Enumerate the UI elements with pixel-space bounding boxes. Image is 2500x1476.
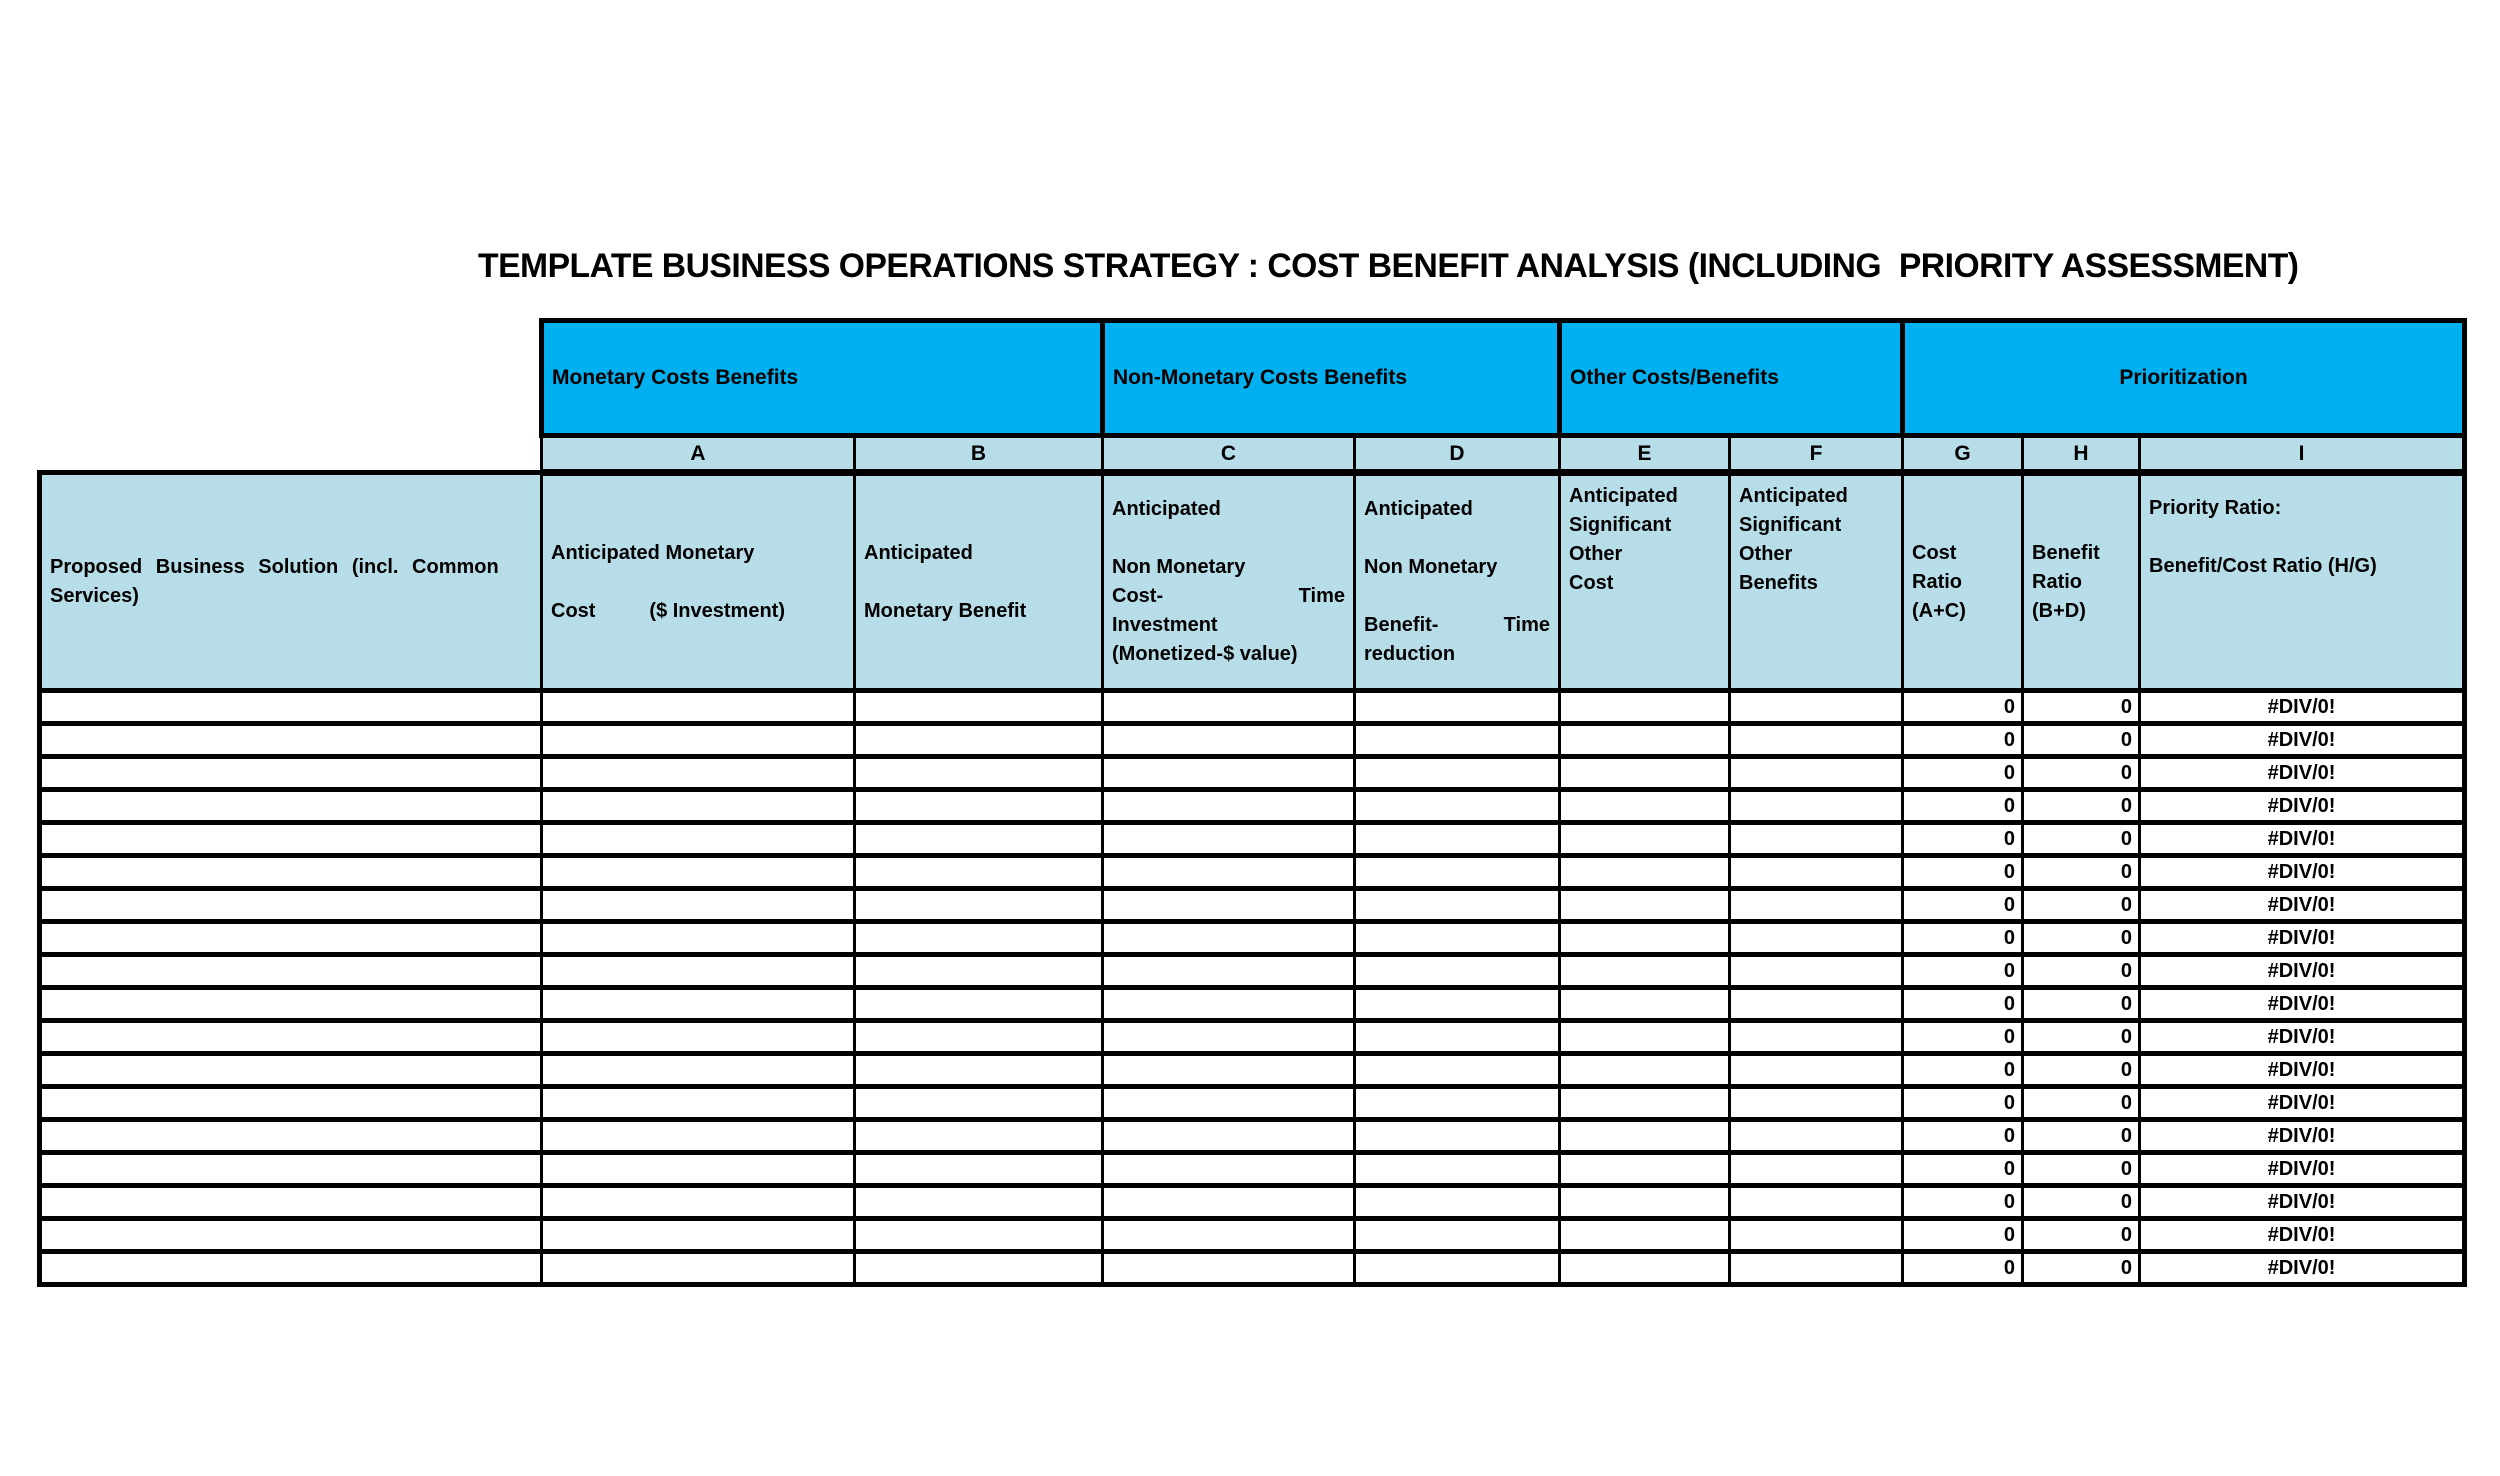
cell-h: 0: [2023, 1054, 2140, 1087]
band-non-monetary-costs-benefits: Non-Monetary Costs Benefits: [1103, 321, 1560, 436]
cell-g: 0: [1903, 790, 2023, 823]
cell-g: 0: [1903, 955, 2023, 988]
cell-f: [1730, 955, 1903, 988]
cell-d: [1355, 1153, 1560, 1186]
cell-f: [1730, 1219, 1903, 1252]
table-row: [40, 1054, 2465, 1087]
cell-b: [855, 955, 1103, 988]
table-row: [40, 1153, 2465, 1186]
cell-b: [855, 1219, 1103, 1252]
cell-i: #DIV/0!: [2140, 1120, 2465, 1153]
cell-g: 0: [1903, 1087, 2023, 1120]
cell-solution: [40, 1186, 542, 1219]
column-letter-d: D: [1355, 436, 1560, 473]
cell-b: [855, 1252, 1103, 1285]
cell-f: [1730, 1153, 1903, 1186]
cell-c: [1103, 922, 1355, 955]
cell-b: [855, 856, 1103, 889]
cell-d: [1355, 1087, 1560, 1120]
cell-e: [1560, 1186, 1730, 1219]
cell-b: [855, 1186, 1103, 1219]
column-letter-a: A: [542, 436, 855, 473]
cell-f: [1730, 1252, 1903, 1285]
cell-g: 0: [1903, 1021, 2023, 1054]
cell-c: [1103, 823, 1355, 856]
cell-g: 0: [1903, 1186, 2023, 1219]
band-other-costs-benefits: Other Costs/Benefits: [1560, 321, 1903, 436]
column-letter-h: H: [2023, 436, 2140, 473]
cell-f: [1730, 790, 1903, 823]
cell-c: [1103, 724, 1355, 757]
cell-a: [542, 955, 855, 988]
cell-f: [1730, 889, 1903, 922]
table-row: [40, 1120, 2465, 1153]
cell-b: [855, 1021, 1103, 1054]
header-anticipated-non-monetary-benefit: Anticipated Non Monetary Benefit- Time reduction: [1355, 473, 1560, 691]
cell-h: 0: [2023, 823, 2140, 856]
cell-b: [855, 757, 1103, 790]
cell-i: #DIV/0!: [2140, 1186, 2465, 1219]
table-row: [40, 1219, 2465, 1252]
cell-solution: [40, 1120, 542, 1153]
cell-b: [855, 1054, 1103, 1087]
cell-a: [542, 790, 855, 823]
cell-f: [1730, 1087, 1903, 1120]
cell-e: [1560, 691, 1730, 724]
table-row: [40, 1252, 2465, 1285]
cell-h: 0: [2023, 955, 2140, 988]
data-rows: [40, 691, 2465, 1285]
cell-e: [1560, 856, 1730, 889]
cell-solution: [40, 1054, 542, 1087]
cell-c: [1103, 1186, 1355, 1219]
cell-solution: [40, 955, 542, 988]
cell-e: [1560, 790, 1730, 823]
cell-d: [1355, 757, 1560, 790]
cell-h: 0: [2023, 757, 2140, 790]
cell-e: [1560, 955, 1730, 988]
cell-i: #DIV/0!: [2140, 724, 2465, 757]
cell-d: [1355, 823, 1560, 856]
cell-c: [1103, 757, 1355, 790]
cell-h: 0: [2023, 724, 2140, 757]
cell-g: 0: [1903, 1153, 2023, 1186]
cell-d: [1355, 790, 1560, 823]
cell-d: [1355, 922, 1560, 955]
column-letter-f: F: [1730, 436, 1903, 473]
cell-i: #DIV/0!: [2140, 988, 2465, 1021]
cell-e: [1560, 988, 1730, 1021]
column-letter-g: G: [1903, 436, 2023, 473]
cell-c: [1103, 1252, 1355, 1285]
cell-d: [1355, 691, 1560, 724]
cell-c: [1103, 988, 1355, 1021]
empty-corner-band: [40, 321, 542, 436]
cell-d: [1355, 1054, 1560, 1087]
cell-h: 0: [2023, 1153, 2140, 1186]
cell-i: #DIV/0!: [2140, 1021, 2465, 1054]
cell-solution: [40, 724, 542, 757]
cell-a: [542, 889, 855, 922]
cell-f: [1730, 1021, 1903, 1054]
cell-f: [1730, 724, 1903, 757]
header-row: [40, 473, 2465, 691]
cell-a: [542, 1120, 855, 1153]
cell-i: #DIV/0!: [2140, 955, 2465, 988]
cell-a: [542, 1087, 855, 1120]
header-priority-ratio: Priority Ratio: Benefit/Cost Ratio (H/G): [2140, 473, 2465, 691]
cell-solution: [40, 691, 542, 724]
table-row: [40, 823, 2465, 856]
table-row: [40, 1021, 2465, 1054]
band-row: [40, 321, 2465, 436]
cell-c: [1103, 691, 1355, 724]
cell-solution: [40, 889, 542, 922]
cell-a: [542, 1054, 855, 1087]
cell-f: [1730, 823, 1903, 856]
band-monetary-costs-benefits: Monetary Costs Benefits: [542, 321, 1103, 436]
cell-i: #DIV/0!: [2140, 1087, 2465, 1120]
cell-c: [1103, 1153, 1355, 1186]
band-prioritization: Prioritization: [1903, 321, 2465, 436]
cell-h: 0: [2023, 1219, 2140, 1252]
cell-e: [1560, 724, 1730, 757]
cell-a: [542, 757, 855, 790]
cell-solution: [40, 1252, 542, 1285]
empty-corner-letters: [40, 436, 542, 473]
cell-d: [1355, 856, 1560, 889]
cell-solution: [40, 988, 542, 1021]
cell-c: [1103, 1021, 1355, 1054]
cell-i: #DIV/0!: [2140, 922, 2465, 955]
cell-h: 0: [2023, 988, 2140, 1021]
cell-h: 0: [2023, 1021, 2140, 1054]
cell-b: [855, 790, 1103, 823]
cell-e: [1560, 922, 1730, 955]
header-anticipated-non-monetary-cost: Anticipated Non Monetary Cost- Time Investment (Monetized-$ value): [1103, 473, 1355, 691]
header-anticipated-significant-other-benefits: Anticipated Significant Other Benefits: [1730, 473, 1903, 691]
cell-solution: [40, 823, 542, 856]
table-row: [40, 1087, 2465, 1120]
cell-a: [542, 823, 855, 856]
cell-g: 0: [1903, 823, 2023, 856]
cell-d: [1355, 955, 1560, 988]
header-cost-ratio: Cost Ratio (A+C): [1903, 473, 2023, 691]
table-row: [40, 691, 2465, 724]
cell-b: [855, 922, 1103, 955]
cell-a: [542, 1252, 855, 1285]
table-row: [40, 790, 2465, 823]
column-letter-row: [40, 436, 2465, 473]
cell-e: [1560, 1153, 1730, 1186]
cell-i: #DIV/0!: [2140, 856, 2465, 889]
cell-d: [1355, 1120, 1560, 1153]
cell-e: [1560, 823, 1730, 856]
cell-f: [1730, 1120, 1903, 1153]
header-anticipated-significant-other-cost: Anticipated Significant Other Cost: [1560, 473, 1730, 691]
cell-i: #DIV/0!: [2140, 790, 2465, 823]
cell-h: 0: [2023, 1120, 2140, 1153]
cell-a: [542, 1219, 855, 1252]
cell-a: [542, 724, 855, 757]
table-row: [40, 922, 2465, 955]
cell-solution: [40, 1087, 542, 1120]
cell-c: [1103, 856, 1355, 889]
cell-b: [855, 1153, 1103, 1186]
cell-e: [1560, 1087, 1730, 1120]
cell-a: [542, 856, 855, 889]
cell-e: [1560, 1120, 1730, 1153]
cell-a: [542, 922, 855, 955]
cell-g: 0: [1903, 1054, 2023, 1087]
header-benefit-ratio: Benefit Ratio (B+D): [2023, 473, 2140, 691]
cell-i: #DIV/0!: [2140, 1054, 2465, 1087]
cell-f: [1730, 856, 1903, 889]
cell-g: 0: [1903, 1219, 2023, 1252]
cell-h: 0: [2023, 889, 2140, 922]
cell-i: #DIV/0!: [2140, 823, 2465, 856]
cell-b: [855, 889, 1103, 922]
cell-i: #DIV/0!: [2140, 889, 2465, 922]
cell-d: [1355, 1252, 1560, 1285]
cell-h: 0: [2023, 1087, 2140, 1120]
cell-f: [1730, 922, 1903, 955]
cell-h: 0: [2023, 790, 2140, 823]
cell-g: 0: [1903, 1120, 2023, 1153]
cell-b: [855, 691, 1103, 724]
cell-i: #DIV/0!: [2140, 1252, 2465, 1285]
column-letter-i: I: [2140, 436, 2465, 473]
cell-d: [1355, 1219, 1560, 1252]
cell-a: [542, 691, 855, 724]
cell-h: 0: [2023, 922, 2140, 955]
cell-c: [1103, 889, 1355, 922]
cell-b: [855, 988, 1103, 1021]
table-row: [40, 856, 2465, 889]
cell-f: [1730, 1186, 1903, 1219]
cell-f: [1730, 757, 1903, 790]
cell-g: 0: [1903, 889, 2023, 922]
cell-solution: [40, 856, 542, 889]
table-row: [40, 955, 2465, 988]
table-row: [40, 1186, 2465, 1219]
cell-d: [1355, 889, 1560, 922]
cell-solution: [40, 757, 542, 790]
cell-a: [542, 1021, 855, 1054]
table-row: [40, 988, 2465, 1021]
header-anticipated-monetary-benefit: Anticipated Monetary Benefit: [855, 473, 1103, 691]
page-title: TEMPLATE BUSINESS OPERATIONS STRATEGY : COST BENEFIT ANALYSIS (INCLUDING PRIORITY ASSESSMENT): [478, 247, 2299, 285]
cell-g: 0: [1903, 691, 2023, 724]
cell-h: 0: [2023, 1186, 2140, 1219]
cell-e: [1560, 757, 1730, 790]
cell-h: 0: [2023, 691, 2140, 724]
cell-b: [855, 1087, 1103, 1120]
cell-g: 0: [1903, 724, 2023, 757]
cell-solution: [40, 1153, 542, 1186]
cell-d: [1355, 1186, 1560, 1219]
cost-benefit-table: [37, 318, 2467, 1287]
cell-a: [542, 1153, 855, 1186]
cell-a: [542, 988, 855, 1021]
cell-d: [1355, 1021, 1560, 1054]
column-letter-e: E: [1560, 436, 1730, 473]
cell-c: [1103, 1054, 1355, 1087]
cell-f: [1730, 988, 1903, 1021]
cell-b: [855, 1120, 1103, 1153]
cell-c: [1103, 1120, 1355, 1153]
cell-e: [1560, 1252, 1730, 1285]
table-row: [40, 724, 2465, 757]
cell-e: [1560, 1021, 1730, 1054]
cell-c: [1103, 1087, 1355, 1120]
cell-solution: [40, 1021, 542, 1054]
cell-a: [542, 1186, 855, 1219]
cell-solution: [40, 790, 542, 823]
cell-solution: [40, 922, 542, 955]
cell-e: [1560, 889, 1730, 922]
cell-c: [1103, 1219, 1355, 1252]
cell-i: #DIV/0!: [2140, 1219, 2465, 1252]
cell-c: [1103, 955, 1355, 988]
column-letter-b: B: [855, 436, 1103, 473]
cell-d: [1355, 988, 1560, 1021]
cell-b: [855, 724, 1103, 757]
cell-b: [855, 823, 1103, 856]
cell-c: [1103, 790, 1355, 823]
cell-g: 0: [1903, 757, 2023, 790]
cell-e: [1560, 1054, 1730, 1087]
cell-g: 0: [1903, 988, 2023, 1021]
cell-g: 0: [1903, 856, 2023, 889]
cell-i: #DIV/0!: [2140, 1153, 2465, 1186]
cell-solution: [40, 1219, 542, 1252]
table-row: [40, 757, 2465, 790]
cell-e: [1560, 1219, 1730, 1252]
cell-h: 0: [2023, 856, 2140, 889]
header-anticipated-monetary-cost: Anticipated Monetary Cost ($ Investment): [542, 473, 855, 691]
cell-h: 0: [2023, 1252, 2140, 1285]
cell-i: #DIV/0!: [2140, 691, 2465, 724]
header-proposed-business-solution: Proposed Business Solution (incl. Common Services): [40, 473, 542, 691]
cell-i: #DIV/0!: [2140, 757, 2465, 790]
cell-f: [1730, 691, 1903, 724]
table-row: [40, 889, 2465, 922]
cell-g: 0: [1903, 1252, 2023, 1285]
cell-g: 0: [1903, 922, 2023, 955]
cell-d: [1355, 724, 1560, 757]
cell-f: [1730, 1054, 1903, 1087]
column-letter-c: C: [1103, 436, 1355, 473]
